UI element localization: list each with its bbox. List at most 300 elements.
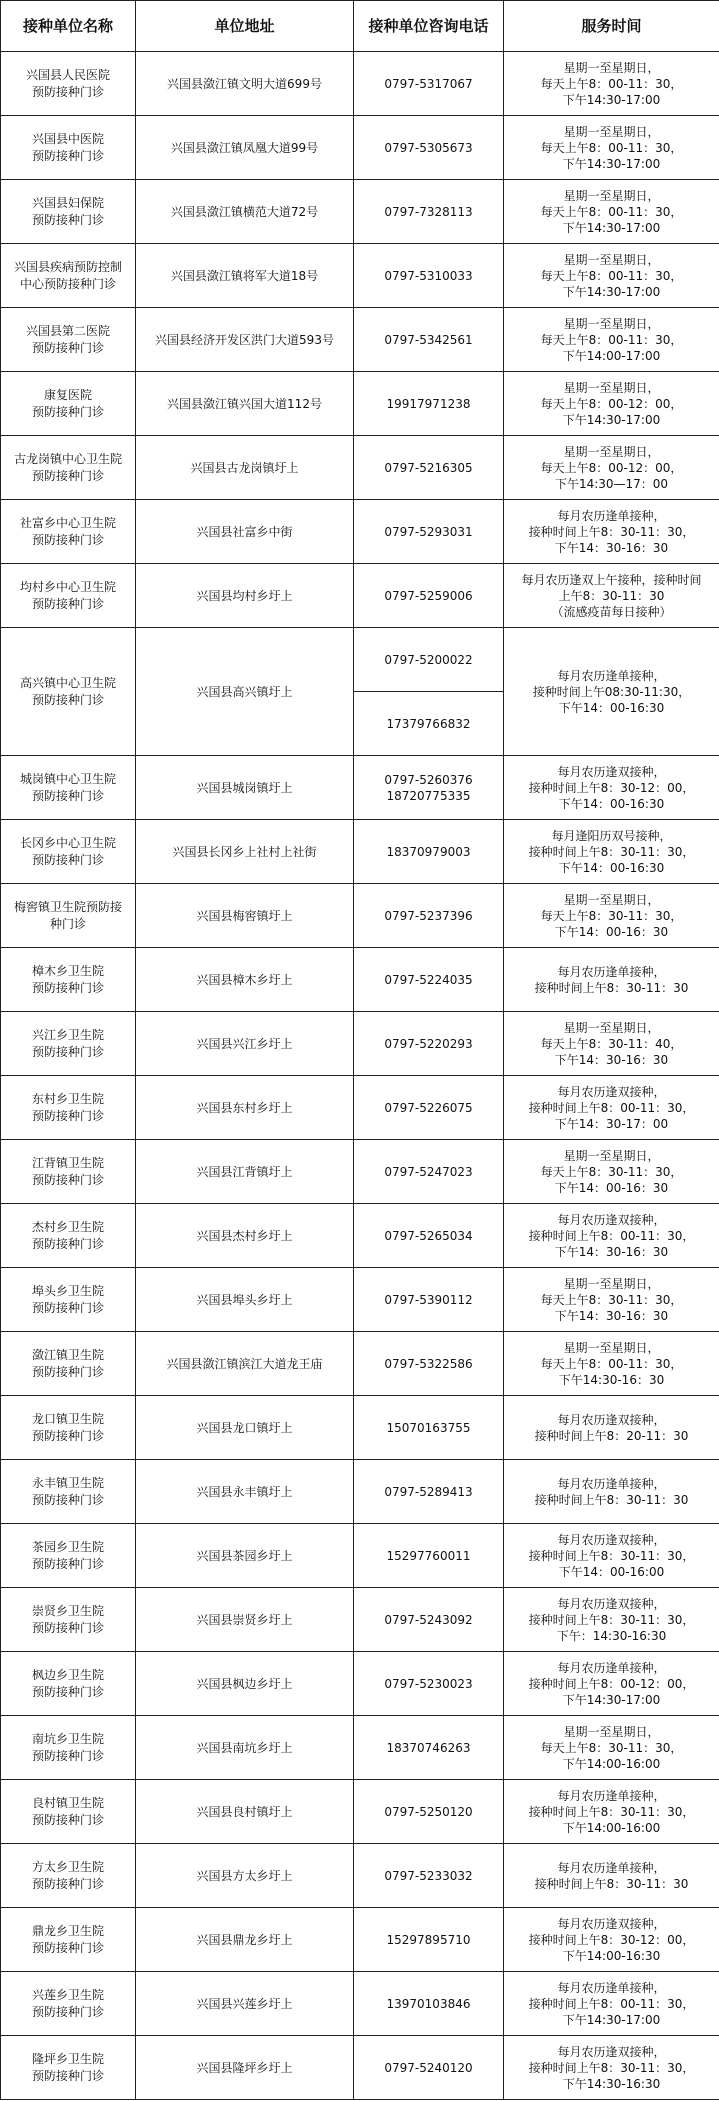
site-name [1,1268,136,1332]
cell-line: 永丰镇卫生院 [31,1475,104,1490]
site-address: 兴国县东村乡圩上 [136,1076,354,1140]
cell-line: 星期一至星期日， [563,892,660,907]
site-phone [354,1524,504,1588]
table-row [1,1268,719,1332]
cell-line: 樟木乡卫生院 [31,963,104,978]
site-address: 兴国县江背镇圩上 [136,1140,354,1204]
site-hours [504,1076,719,1140]
cell-line: 杰村乡卫生院 [31,1219,104,1234]
cell-line: 0797-5260376 [384,772,473,787]
cell-line: 0797-5265034 [384,1228,473,1243]
cell-line: 预防接种门诊 [31,1108,104,1123]
site-phone [354,372,504,436]
cell-line: 0797-7328113 [384,204,473,219]
site-hours [504,116,719,180]
cell-line: 兴国县人民医院 [25,67,110,82]
cell-line: 接种时间上午8：00-11：30， [528,1100,695,1115]
site-address: 兴国县崇贤乡圩上 [136,1588,354,1652]
site-hours [504,1268,719,1332]
site-address: 兴国县长冈乡上社村上社街 [136,820,354,884]
cell-line: 每天上午8：00-11：30， [540,268,683,283]
cell-line: 下午14：00-16：30 [554,924,669,939]
site-hours [504,628,719,756]
cell-line: 下午14:00-16:30 [562,1948,661,1963]
table-row [1,500,719,564]
cell-line: 下午14:30-17:00 [562,412,661,427]
site-hours [504,1012,719,1076]
site-phone [354,500,504,564]
site-name [1,1588,136,1652]
cell-line: 星期一至星期日， [563,380,660,395]
cell-line: 下午14：00-16:00 [558,1564,665,1579]
cell-line: 下午14：00-16:30 [558,860,665,875]
cell-line: 每天上午8：30-11：30， [540,908,683,923]
table-row [1,1844,719,1908]
site-address: 兴国县经济开发区洪门大道593号 [136,308,354,372]
cell-line: 接种时间上午8：30-11：30， [528,1804,695,1819]
cell-line: 0797-5243092 [384,1612,473,1627]
header-hours: 服务时间 [504,1,719,52]
site-address: 兴国县茶园乡圩上 [136,1524,354,1588]
cell-line: 每月农历逢单接种， [557,1860,666,1875]
cell-line: 预防接种门诊 [31,1236,104,1251]
site-name [1,1524,136,1588]
cell-line: 0797-5224035 [384,972,473,987]
cell-line: 预防接种门诊 [31,692,104,707]
site-hours [504,884,719,948]
cell-line: 星期一至星期日， [563,1148,660,1163]
site-phone [354,628,504,692]
site-address: 兴国县潋江镇凤凰大道99号 [136,116,354,180]
cell-line: 0797-5250120 [384,1804,473,1819]
site-phone [354,1332,504,1396]
cell-line: （流感疫苗每日接种） [551,604,672,619]
cell-line: 每天上午8：00-11：30， [540,140,683,155]
cell-line: 每月农历逢单接种， [557,508,666,523]
cell-line: 每月农历逢单接种， [557,668,666,683]
cell-line: 0797-5216305 [384,460,473,475]
table-row [1,116,719,180]
site-phone [354,948,504,1012]
site-name [1,564,136,628]
cell-line: 预防接种门诊 [31,468,104,483]
cell-line: 每月农历逢双接种， [557,764,666,779]
cell-line: 方太乡卫生院 [31,1859,104,1874]
site-hours [504,564,719,628]
cell-line: 预防接种门诊 [31,1300,104,1315]
site-hours [504,1972,719,2036]
cell-line: 每月农历逢双接种， [557,2044,666,2059]
cell-line: 预防接种门诊 [31,1620,104,1635]
cell-line: 18370979003 [386,844,471,859]
cell-line: 高兴镇中心卫生院 [19,675,116,690]
cell-line: 兴国县疾病预防控制 [13,259,122,274]
site-phone [354,1908,504,1972]
cell-line: 预防接种门诊 [31,1876,104,1891]
cell-line: 0797-5200022 [384,652,473,667]
cell-line: 下午14：30-16：30 [554,540,669,555]
cell-line: 每天上午8：00-12：00， [540,396,683,411]
site-phone [354,436,504,500]
site-address: 兴国县樟木乡圩上 [136,948,354,1012]
cell-line: 崇贤乡卫生院 [31,1603,104,1618]
cell-line: 每月农历逢双接种， [557,1916,666,1931]
cell-line: 0797-5322586 [384,1356,473,1371]
site-address: 兴国县高兴镇圩上 [136,628,354,756]
site-address: 兴国县均村乡圩上 [136,564,354,628]
site-phone [354,1652,504,1716]
cell-line: 接种时间上午08:30-11:30， [532,684,691,699]
site-address: 兴国县鼎龙乡圩上 [136,1908,354,1972]
site-name [1,1396,136,1460]
site-name [1,372,136,436]
cell-line: 15070163755 [386,1420,471,1435]
site-hours [504,756,719,820]
site-hours [504,1204,719,1268]
cell-line: 预防接种门诊 [31,532,104,547]
cell-line: 下午14：30-16：30 [554,1244,669,1259]
cell-line: 每月农历逢双接种， [557,1212,666,1227]
cell-line: 预防接种门诊 [31,1428,104,1443]
cell-line: 18370746263 [386,1740,471,1755]
cell-line: 预防接种门诊 [31,1556,104,1571]
header-address: 单位地址 [136,1,354,52]
cell-line: 接种时间上午8：00-11：30， [528,1996,695,2011]
cell-line: 下午14:30-17:00 [562,1692,661,1707]
cell-line: 接种时间上午8：00-12：00， [528,1676,695,1691]
cell-line: 兴国县中医院 [31,131,104,146]
cell-line: 下午：14:30-16:30 [556,1628,667,1643]
site-phone [354,1076,504,1140]
cell-line: 预防接种门诊 [31,1684,104,1699]
cell-line: 预防接种门诊 [31,2068,104,2083]
site-name [1,1460,136,1524]
cell-line: 下午14:30-17:00 [562,92,661,107]
site-name [1,1140,136,1204]
cell-line: 下午14:30-17:00 [562,220,661,235]
cell-line: 下午14:30-16:30 [562,2076,661,2091]
site-phone [354,244,504,308]
site-address: 兴国县城岗镇圩上 [136,756,354,820]
cell-line: 鼎龙乡卫生院 [31,1923,104,1938]
table-row [1,1780,719,1844]
cell-line: 0797-5220293 [384,1036,473,1051]
table-row [1,1908,719,1972]
cell-line: 兴莲乡卫生院 [31,1987,104,2002]
cell-line: 星期一至星期日， [563,1276,660,1291]
site-address: 兴国县永丰镇圩上 [136,1460,354,1524]
cell-line: 东村乡卫生院 [31,1091,104,1106]
site-address: 兴国县隆坪乡圩上 [136,2036,354,2100]
cell-line: 接种时间上午8：30-12：00， [528,1932,695,1947]
cell-line: 每天上午8：00-11：30， [540,204,683,219]
site-hours [504,1844,719,1908]
cell-line: 接种时间上午8：30-11：30 [534,980,689,995]
cell-line: 0797-5310033 [384,268,473,283]
cell-line: 城岗镇中心卫生院 [19,771,116,786]
cell-line: 每月农历逢双接种， [557,1596,666,1611]
site-address: 兴国县南坑乡圩上 [136,1716,354,1780]
site-hours [504,1780,719,1844]
cell-line: 兴江乡卫生院 [31,1027,104,1042]
cell-line: 预防接种门诊 [31,2004,104,2019]
cell-line: 下午14：30-17：00 [554,1116,669,1131]
cell-line: 每月农历逢双接种， [557,1412,666,1427]
cell-line: 预防接种门诊 [31,1172,104,1187]
table-row [1,244,719,308]
cell-line: 每月农历逢单接种， [557,1788,666,1803]
table-row [1,372,719,436]
cell-line: 15297760011 [386,1548,471,1563]
site-phone [354,1204,504,1268]
site-hours [504,436,719,500]
cell-line: 下午14:30-17:00 [562,156,661,171]
cell-line: 每月农历逢单接种， [557,1476,666,1491]
cell-line: 星期一至星期日， [563,60,660,75]
site-address: 兴国县龙口镇圩上 [136,1396,354,1460]
site-name [1,308,136,372]
cell-line: 下午14:30-16：30 [558,1372,665,1387]
cell-line: 每天上午8：30-11：30， [540,1292,683,1307]
cell-line: 潋江镇卫生院 [31,1347,104,1362]
site-name [1,500,136,564]
table-row [1,1012,719,1076]
cell-line: 18720775335 [386,788,471,803]
site-name [1,1716,136,1780]
cell-line: 预防接种门诊 [31,148,104,163]
site-address: 兴国县兴莲乡圩上 [136,1972,354,2036]
site-address: 兴国县潋江镇文明大道699号 [136,52,354,116]
cell-line: 预防接种门诊 [31,212,104,227]
site-phone [354,52,504,116]
cell-line: 预防接种门诊 [31,404,104,419]
site-address: 兴国县良村镇圩上 [136,1780,354,1844]
cell-line: 种门诊 [49,916,86,931]
site-phone [354,308,504,372]
cell-line: 接种时间上午8：00-11：30， [528,1228,695,1243]
site-hours [504,2036,719,2100]
cell-line: 接种时间上午8：30-11：30 [534,1876,689,1891]
cell-line: 下午14：00-16：30 [554,1180,669,1195]
site-hours [504,1332,719,1396]
cell-line: 每天上午8：30-11：30， [540,1164,683,1179]
site-phone [354,116,504,180]
cell-line: 均村乡中心卫生院 [19,579,116,594]
table-row [1,1524,719,1588]
cell-line: 接种时间上午8：30-11：30， [528,2060,695,2075]
site-hours [504,500,719,564]
site-phone [354,1140,504,1204]
cell-line: 0797-5317067 [384,76,473,91]
site-address: 兴国县方太乡圩上 [136,1844,354,1908]
cell-line: 星期一至星期日， [563,316,660,331]
site-name [1,1204,136,1268]
cell-line: 每月农历逢单接种， [557,964,666,979]
site-phone [354,1588,504,1652]
site-name [1,116,136,180]
site-phone [354,1268,504,1332]
cell-line: 隆坪乡卫生院 [31,2051,104,2066]
site-phone [354,820,504,884]
cell-line: 预防接种门诊 [31,980,104,995]
cell-line: 茶园乡卫生院 [31,1539,104,1554]
cell-line: 每月农历逢单接种， [557,1660,666,1675]
cell-line: 南坑乡卫生院 [31,1731,104,1746]
site-name [1,1844,136,1908]
cell-line: 江背镇卫生院 [31,1155,104,1170]
cell-line: 下午14：30-16：30 [554,1308,669,1323]
cell-line: 预防接种门诊 [31,1492,104,1507]
cell-line: 下午14:00-16:00 [562,1756,661,1771]
site-phone [354,1844,504,1908]
site-hours [504,1460,719,1524]
cell-line: 良村镇卫生院 [31,1795,104,1810]
table-row [1,1972,719,2036]
cell-line: 接种时间上午8：30-12：00， [528,780,695,795]
cell-line: 下午14:30—17：00 [554,476,669,491]
site-hours [504,820,719,884]
cell-line: 0797-5305673 [384,140,473,155]
table-row [1,436,719,500]
site-name [1,2036,136,2100]
table-row [1,1396,719,1460]
table-row [1,756,719,820]
table-row [1,1332,719,1396]
cell-line: 接种时间上午8：30-11：30 [534,1492,689,1507]
cell-line: 接种时间上午8：30-11：30， [528,524,695,539]
cell-line: 0797-5293031 [384,524,473,539]
table-row [1,1140,719,1204]
header-phone: 接种单位咨询电话 [354,1,504,52]
cell-line: 19917971238 [386,396,471,411]
site-address: 兴国县潋江镇滨江大道龙王庙 [136,1332,354,1396]
site-phone [354,1972,504,2036]
site-phone [354,1780,504,1844]
cell-line: 星期一至星期日， [563,188,660,203]
site-address: 兴国县梅窖镇圩上 [136,884,354,948]
table-row [1,52,719,116]
site-phone [354,1396,504,1460]
site-name [1,1780,136,1844]
site-address: 兴国县埠头乡圩上 [136,1268,354,1332]
site-address: 兴国县潋江镇兴国大道112号 [136,372,354,436]
site-address: 兴国县兴江乡圩上 [136,1012,354,1076]
cell-line: 古龙岗镇中心卫生院 [13,451,122,466]
cell-line: 下午14：30-16：30 [554,1052,669,1067]
site-phone [354,2036,504,2100]
cell-line: 预防接种门诊 [31,1748,104,1763]
cell-line: 每天上午8：30-11：30， [540,1740,683,1755]
table-row [1,1076,719,1140]
cell-line: 每天上午8：00-11：30， [540,76,683,91]
site-name [1,1972,136,2036]
table-row [1,884,719,948]
cell-line: 0797-5230023 [384,1676,473,1691]
cell-line: 预防接种门诊 [31,1364,104,1379]
cell-line: 接种时间上午8：30-11：30， [528,1548,695,1563]
site-phone-secondary: 17379766832 [354,692,504,756]
table-row [1,1652,719,1716]
site-phone [354,564,504,628]
cell-line: 中心预防接种门诊 [19,276,116,291]
site-hours [504,180,719,244]
cell-line: 康复医院 [43,387,92,402]
site-name [1,948,136,1012]
site-address: 兴国县杰村乡圩上 [136,1204,354,1268]
cell-line: 预防接种门诊 [31,340,104,355]
cell-line: 星期一至星期日， [563,124,660,139]
table-row [1,2036,719,2100]
site-name [1,436,136,500]
cell-line: 星期一至星期日， [563,1020,660,1035]
site-phone [354,1012,504,1076]
site-name [1,1652,136,1716]
site-hours [504,52,719,116]
cell-line: 0797-5289413 [384,1484,473,1499]
site-phone [354,180,504,244]
site-name [1,756,136,820]
table-row [1,308,719,372]
cell-line: 0797-5233032 [384,1868,473,1883]
site-name [1,180,136,244]
cell-line: 15297895710 [386,1932,471,1947]
cell-line: 下午14：00-16:30 [558,700,665,715]
cell-line: 埠头乡卫生院 [31,1283,104,1298]
cell-line: 兴国县第二医院 [25,323,110,338]
cell-line: 每月农历逢单接种， [557,1980,666,1995]
cell-line: 下午14:00-16:00 [562,1820,661,1835]
site-hours [504,244,719,308]
site-name [1,1332,136,1396]
table-row [1,628,719,692]
cell-line: 0797-5259006 [384,588,473,603]
cell-line: 梅窖镇卫生院预防接 [13,899,122,914]
site-address: 兴国县枫边乡圩上 [136,1652,354,1716]
site-name [1,1908,136,1972]
cell-line: 每月农历逢双上午接种，接种时间 [521,572,702,587]
cell-line: 长冈乡中心卫生院 [19,835,116,850]
site-address: 兴国县潋江镇将军大道18号 [136,244,354,308]
cell-line: 下午14：00-16:30 [558,796,665,811]
table-row [1,1204,719,1268]
cell-line: 预防接种门诊 [31,852,104,867]
site-name [1,820,136,884]
cell-line: 星期一至星期日， [563,252,660,267]
cell-line: 下午14:30-17:00 [562,284,661,299]
site-hours [504,1140,719,1204]
cell-line: 每月农历逢双接种， [557,1084,666,1099]
table-row [1,1588,719,1652]
site-phone [354,1716,504,1780]
table-row [1,1716,719,1780]
site-hours [504,372,719,436]
cell-line: 上午8：30-11：30 [558,588,665,603]
site-name [1,1076,136,1140]
site-name [1,884,136,948]
cell-line: 社富乡中心卫生院 [19,515,116,530]
cell-line: 星期一至星期日， [563,444,660,459]
cell-line: 星期一至星期日， [563,1724,660,1739]
site-phone [354,884,504,948]
site-name [1,52,136,116]
cell-line: 13970103846 [386,1996,471,2011]
cell-line: 枫边乡卫生院 [31,1667,104,1682]
cell-line: 预防接种门诊 [31,1812,104,1827]
cell-line: 0797-5240120 [384,2060,473,2075]
site-hours [504,308,719,372]
site-name [1,1012,136,1076]
table-row [1,564,719,628]
